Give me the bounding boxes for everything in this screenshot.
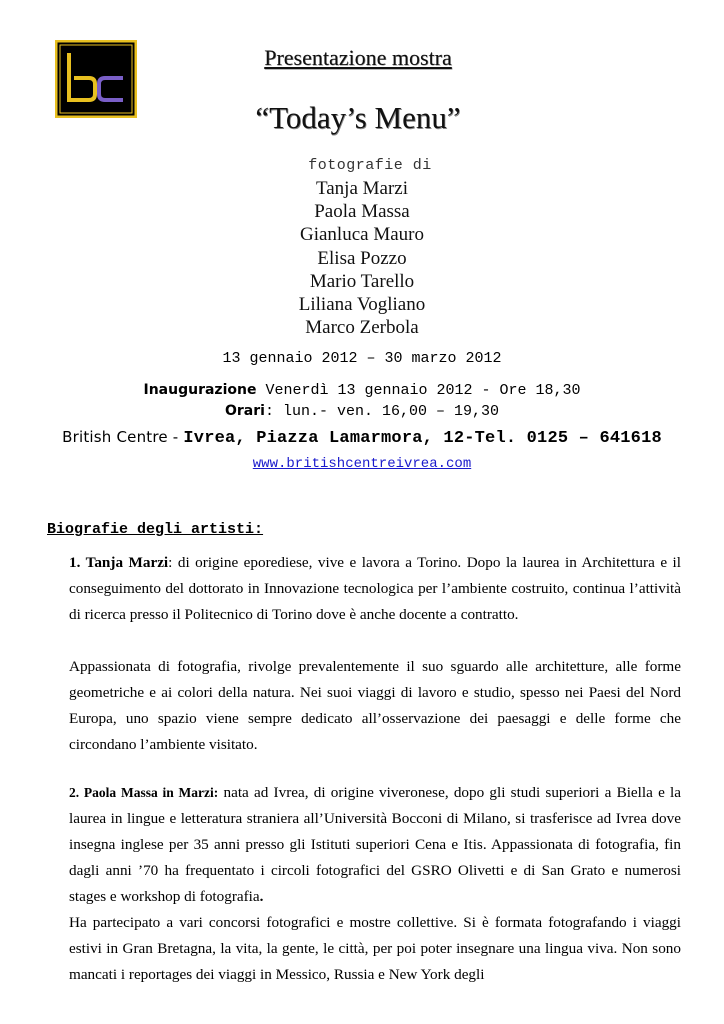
opening-value: Venerdì 13 gennaio 2012 - Ore 18,30 <box>256 382 581 399</box>
venue-name: British Centre - <box>62 428 184 446</box>
artist-name: Elisa Pozzo <box>317 247 407 269</box>
bio-paragraph-paola-massa-2: Ha partecipato a vari concorsi fotografici e mostre collettive. Si è formata fotografando i viaggi estivi in Gran Bretagna, la vita, la gente, le città, per poi poter insegnare una lingua viva. Non sono mancati i reportages dei viaggi in Messico, Russia e New York degli <box>69 914 681 983</box>
artist-name: Mario Tarello <box>309 270 415 292</box>
bio-text-end: . <box>259 888 264 905</box>
hours-line <box>0 403 724 420</box>
page-title: Presentazione mostra <box>264 45 452 70</box>
photos-by-label: fotografie di <box>308 157 432 174</box>
bio-paragraph-tanja-marzi <box>69 550 681 628</box>
bio-text: : di origine eporediese, vive e lavora a Torino. Dopo la laurea in Architettura e il conseguimento del dottorato in Innovazione tecnologica per l’ambiente costruito, continua l’attività di ricerca presso il Politecnico di Torino dove è anche docente a contratto. <box>69 554 681 623</box>
exhibition-dates: 13 gennaio 2012 – 30 marzo 2012 <box>222 350 502 367</box>
artist-name: Paola Massa <box>314 201 410 223</box>
artist-name: Gianluca Mauro <box>300 224 424 246</box>
biographies-heading: Biografie degli artisti: <box>47 521 264 538</box>
bio-lead-tanja-marzi: 1. Tanja Marzi <box>69 554 169 571</box>
website-line <box>0 456 724 472</box>
bio-paragraph-paola-massa <box>69 780 681 910</box>
artist-name: Marco Zerbola <box>305 317 419 339</box>
hours-label: Orari <box>224 403 265 419</box>
bio-paragraph-tanja-marzi-2: Appassionata di fotografia, rivolge prevalentemente il suo sguardo alle architetture, alle forme geometriche e ai colori della natura. Nei suoi viaggi di lavoro e studio, spesso nei Paesi del Nord Europa, uno spazio viene sempre dedicato all’osservazione dei paesaggi e delle forme che circondano l’ambiente visitato. <box>69 658 681 753</box>
artist-name: Liliana Vogliano <box>298 294 426 316</box>
bio-text: nata ad Ivrea, di origine viveronese, dopo gli studi superiori a Biella e la laurea in lingue e letteratura straniera all’Università Bocconi di Milano, si trasferisce ad Ivrea dove insegna inglese per 35 anni presso gli Istituti superiori Cena e Itis. Appassionata di fotografia, fin dagli anni ’70 ha frequentato i circoli fotografici del GSRO Olivetti e di San Grato e numerosi stages e workshop di fotografia <box>69 784 681 905</box>
exhibition-title: “Today’s Menu” <box>255 100 461 135</box>
hours-value: : lun.- ven. 16,00 – 19,30 <box>264 403 499 420</box>
opening-line <box>0 382 724 399</box>
opening-label: Inaugurazione <box>143 382 257 398</box>
venue-address: Ivrea, Piazza Lamarmora, 12-Tel. 0125 – 641618 <box>183 429 662 448</box>
artist-name: Tanja Marzi <box>315 178 409 199</box>
venue-address-line <box>0 428 724 448</box>
artists-list <box>0 177 724 339</box>
bio-lead-paola-massa: 2. Paola Massa in Marzi: <box>69 785 219 800</box>
website-link[interactable]: www.britishcentreivrea.com <box>252 456 472 472</box>
